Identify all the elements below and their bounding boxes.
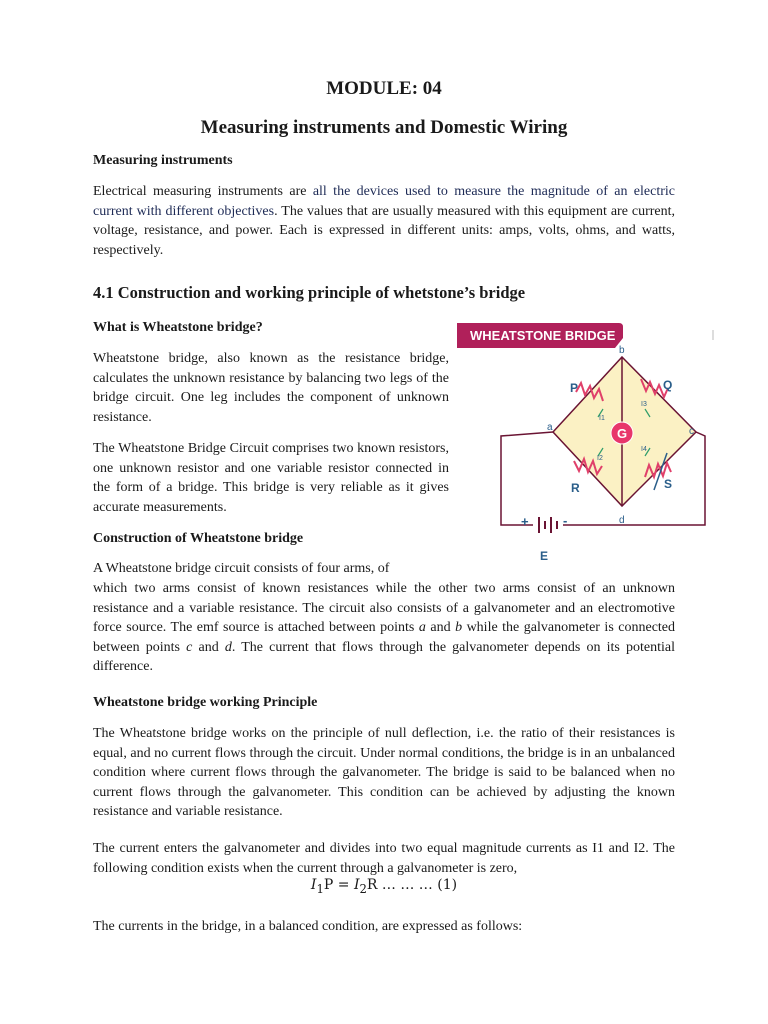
construction-and-2: and [192,639,225,655]
construction-text-a: which two arms consist of known resistances while the other two arms consist of an unknown resistance and a variable resistance. The circuit also consists of a galvanometer and an electromotive force source. The emf source is attached between points [93,581,675,635]
galvanometer-label: G [616,426,628,441]
construction-text-c: . The current that flows through the galvanometer depends on its potential difference. [93,639,675,674]
equation-1 [0,877,768,896]
point-b: b [455,620,463,635]
construction-and-1: and [425,620,456,635]
wheatstone-bridge-diagram [457,320,719,568]
resistor-p-label: P [570,381,579,395]
current-i3-label: I3 [641,401,647,408]
node-a-label: a [547,422,553,433]
resistor-s-label: S [664,477,673,491]
measuring-instruments-paragraph [93,182,675,260]
resistor-r-label: R [571,481,580,495]
construction-heading: Construction of Wheatstone bridge [93,531,304,546]
current-i2-label: I2 [597,455,603,462]
what-is-paragraph-2: The Wheatstone Bridge Circuit comprises two known resistors, one unknown resistor and one variable resistor connected in the form of a bridge. This bridge is very reliable as it gives accurate measurements. [93,441,449,515]
measuring-instruments-heading: Measuring instruments [93,153,233,168]
working-principle-paragraph-2: The current enters the galvanometer and divides into two equal magnitude currents as I1 and I2. The following condition exists when the current through a galvanometer is zero, [93,841,675,876]
working-principle-heading: Wheatstone bridge working Principle [93,695,318,710]
intro-rest: . The values that are usually measured with this equipment are current, voltage, resistance, and power. Each is expressed in different units: amps, volts, ohms, and watts, respectively. [93,203,676,258]
battery-icon [539,517,557,533]
node-c-label: c [689,426,694,437]
figure-banner-text: WHEATSTONE BRIDGE [470,328,616,343]
battery-plus-label: + [521,514,529,529]
node-d-label: d [619,515,625,526]
what-is-paragraph-1: Wheatstone bridge, also known as the resistance bridge, calculates the unknown resistance by balancing two legs of the bridge circuit. One leg includes the component of unknown resistance. [93,351,449,425]
point-d: d [224,639,232,655]
what-is-heading: What is Wheatstone bridge? [93,320,263,335]
point-a: a [418,620,426,635]
working-principle-paragraph-1: The Wheatstone bridge works on the principle of null deflection, i.e. the ratio of their resistances is equal, and no current flows through the circuit. Under normal conditions, the bridge is in an unbalanced condition where current flows through the galvanometer. The bridge is said to be balanced when no current flows through the galvanometer. This condition can be achieved by adjusting the known resistance and variable resistance. [93,726,675,819]
construction-first-line: A Wheatstone bridge circuit consists of four arms, of [93,561,390,576]
node-b-label: b [619,345,625,356]
intro-highlight-link[interactable]: all the devices used to measure the magnitude of an electric current with different objectives [93,184,675,219]
intro-lead: Electrical measuring instruments are [93,184,313,199]
current-i4-label: I4 [641,446,647,453]
document-title: Measuring instruments and Domestic Wiring [200,117,568,138]
working-principle-paragraph-3: The currents in the bridge, in a balanced condition, are expressed as follows: [93,919,523,934]
resistor-q-label: Q [663,378,673,392]
point-c: c [186,639,193,655]
emf-source-label: E [540,549,549,563]
current-i1-label: I1 [599,415,605,422]
eq-lhs-sub: 1 [316,881,324,896]
construction-paragraph [93,579,675,677]
battery-minus-label: - [563,513,568,528]
module-title: MODULE: 04 [326,78,442,99]
eq-lhs-rest: P = [323,877,354,893]
outer-wire-left [501,432,553,525]
wheatstone-bridge-figure [457,320,719,568]
eq-rhs-sub: 2 [359,881,367,896]
eq-rhs-rest: R … … … (1) [366,877,458,893]
construction-text-b: while the galvanometer is connected between points [93,620,676,655]
section-4-1-heading: 4.1 Construction and working principle of whetstone’s bridge [93,283,526,302]
eq-rhs-var: I [353,877,360,893]
eq-lhs-var: I [310,877,317,893]
